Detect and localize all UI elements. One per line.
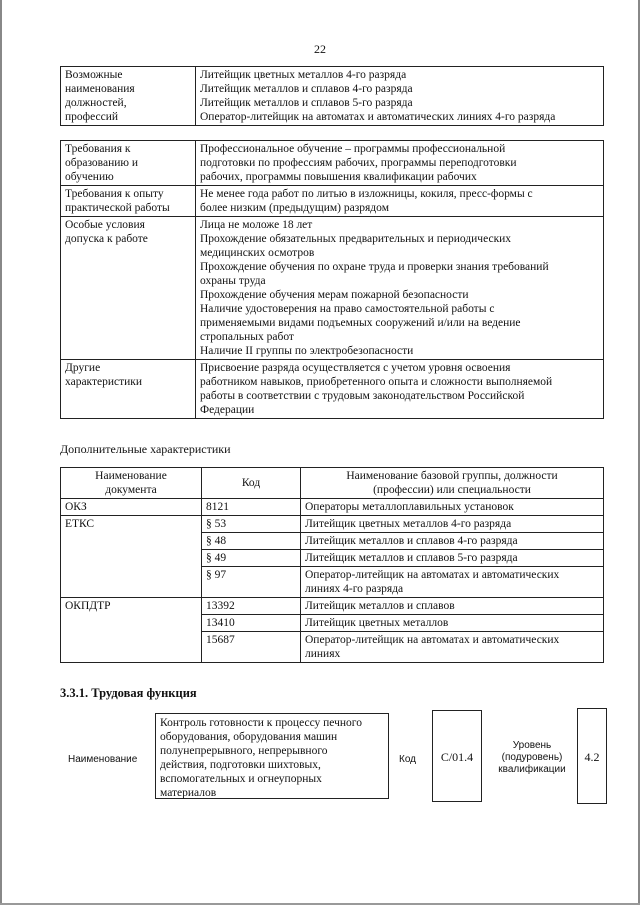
table-row: § 48 Литейщик металлов и сплавов 4-го разряда — [61, 533, 604, 550]
req-value: Не менее года работ по литью в изложницы, кокиля, пресс-формы с более низким (предыдущим) разрядом — [196, 186, 604, 217]
function-code-label: Код — [399, 754, 417, 765]
header-code: Код — [202, 468, 301, 499]
requirements-table — [60, 140, 604, 419]
positions-label: Возможные наименования должностей, профессий — [61, 67, 196, 126]
page-number: 22 — [314, 42, 326, 56]
table-header-row — [61, 468, 604, 499]
position-item: Литейщик металлов и сплавов 5-го разряда — [200, 97, 413, 109]
function-code-box: C/01.4 — [432, 710, 482, 802]
additional-title: Дополнительные характеристики — [60, 442, 231, 456]
position-item: Литейщик металлов и сплавов 4-го разряда — [200, 83, 413, 95]
req-label: Требования к опыту практической работы — [61, 186, 196, 217]
table-row: 13410 Литейщик цветных металлов — [61, 615, 604, 632]
table-row: ОКЗ 8121 Операторы металлоплавильных установок — [61, 499, 604, 516]
qualification-level-label: Уровень (подуровень) квалификации — [498, 740, 566, 775]
labor-function-heading: 3.3.1. Трудовая функция — [60, 686, 197, 700]
table-row: ЕТКС § 53 Литейщик цветных металлов 4-го разряда — [61, 516, 604, 533]
req-other-row — [61, 360, 604, 419]
table-row: ОКПДТР 13392 Литейщик металлов и сплавов — [61, 598, 604, 615]
position-item: Литейщик цветных металлов 4-го разряда — [200, 69, 407, 81]
req-admission-row — [61, 217, 604, 360]
header-doc: Наименование документа — [61, 468, 202, 499]
positions-table — [60, 66, 604, 126]
position-item: Оператор-литейщик на автоматах и автоматических линиях 4-го разряда — [200, 111, 556, 123]
positions-values — [196, 67, 604, 126]
req-label: Особые условия допуска к работе — [61, 217, 196, 360]
qualification-level-box: 4.2 — [577, 708, 607, 804]
function-name-box: Контроль готовности к процессу печного оборудования, оборудования машин полунепрерывного, непрерывного действия, подготовки шихтовых, вспомогательных и огнеупорных материалов — [155, 713, 389, 799]
req-label: Требования к образованию и обучению — [61, 141, 196, 186]
req-value: Лица не моложе 18 лет Прохождение обязательных предварительных и периодических медицинских осмотров Прохождение обучения по охране труда и проверки знания требований охраны труда Прохождение обучения мерам пожарной безопасности Наличие удостоверения на право самостоятельной работы с применяемыми видами подъемных сооружений и/или на ведение стропальных работ Наличие II группы по электробезопасности — [196, 217, 604, 360]
table-row: § 97 Оператор-литейщик на автоматах и автоматических линиях 4-го разряда — [61, 567, 604, 598]
table-row: 15687 Оператор-литейщик на автоматах и автоматических линиях — [61, 632, 604, 663]
req-label: Другие характеристики — [61, 360, 196, 419]
req-value: Присвоение разряда осуществляется с учетом уровня освоения работником навыков, приобретенного опыта и сложности выполняемой работы в соответствии с трудовым законодательством Российской Федерации — [196, 360, 604, 419]
scan-edge-line — [0, 0, 2, 905]
table-row: § 49 Литейщик металлов и сплавов 5-го разряда — [61, 550, 604, 567]
header-name: Наименование базовой группы, должности (профессии) или специальности — [301, 468, 604, 499]
req-experience-row — [61, 186, 604, 217]
req-education-row — [61, 141, 604, 186]
req-value: Профессиональное обучение – программы профессиональной подготовки по профессиям рабочих, программы переподготовки рабочих, программы повышения квалификации рабочих — [196, 141, 604, 186]
additional-table — [60, 467, 604, 663]
function-name-label: Наименование — [68, 754, 138, 765]
